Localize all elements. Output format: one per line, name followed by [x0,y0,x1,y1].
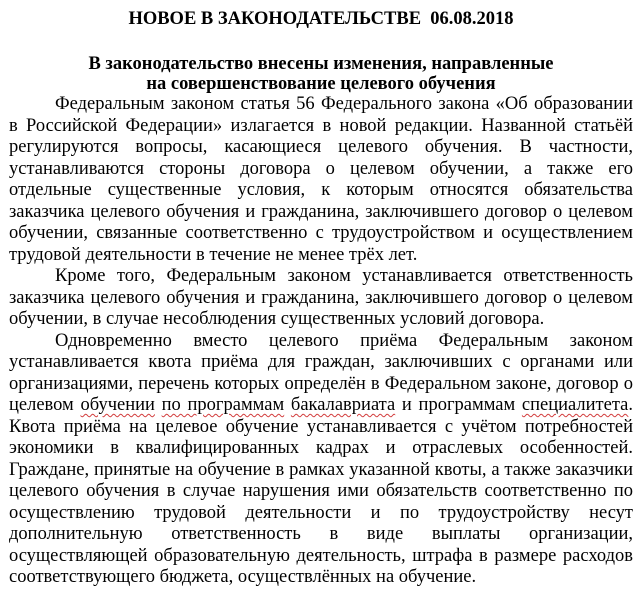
paragraph-1: Федеральным законом статья 56 Федерального закона «Об образовании в Российской Федерации» излагается в новой редакции. Названной статьёй регулируются вопросы, касающиеся целевого обучения. В частности, устанавливаются стороны договора о целевом обучении, а также его отдельные существенные условия, к которым относятся обязательства заказчика целевого обучения и гражданина, заключившего договор о целевом обучении, связанные соответственно с трудоустройством и осуществлением трудовой деятельности в течение не менее трёх лет. [9,94,633,265]
paragraph-3-text-2 [155,395,162,415]
article-heading-line-2: на совершенствование целевого обучения [146,74,496,94]
paragraph-2: Кроме того, Федеральным законом устанавливается ответственность заказчика целевого обучения и гражданина, заключившего договор о целевом обучении, в случае несоблюдения существенных условий договора. [9,266,633,329]
paragraph-3-text-3 [284,395,291,415]
paragraph-3-text-4: и программам [395,395,522,415]
spellcheck-word-1: обучении [80,395,155,415]
paragraph-3-text-1: Одновременно вместо целевого приёма Федеральным законом устанавливается квота приёма для граждан, заключивших с органами или организациями, перечень которых определён в Федеральном законе, договор о целевом [9,330,633,415]
paragraph-3 [9,331,633,589]
spellcheck-word-4: специалитета [521,395,629,415]
spellcheck-word-2: по программам [161,395,285,415]
spellcheck-word-3: бакалавриата [290,395,396,415]
article-heading-line-1: В законодательство внесены изменения, направленные [88,54,554,74]
document-title: НОВОЕ В ЗАКОНОДАТЕЛЬСТВЕ 06.08.2018 [128,9,514,29]
paragraph-3-text-5: . Квота приёма на целевое обучение устанавливается с учётом потребностей экономики в квалифицированных кадрах и отраслевых особенностей. Граждане, принятые на обучение в рамках указанной квоты, а также заказчики целевого обучения в случае нарушения ими обязательств соответственно по осуществлению трудовой деятельности и по трудоустройству несут дополнительную ответственность в виде выплаты организации, осуществляющей образовательную деятельность, штрафа в размере расходов соответствующего бюджета, осуществлённых на обучение. [9,395,633,587]
article-heading [9,54,633,94]
